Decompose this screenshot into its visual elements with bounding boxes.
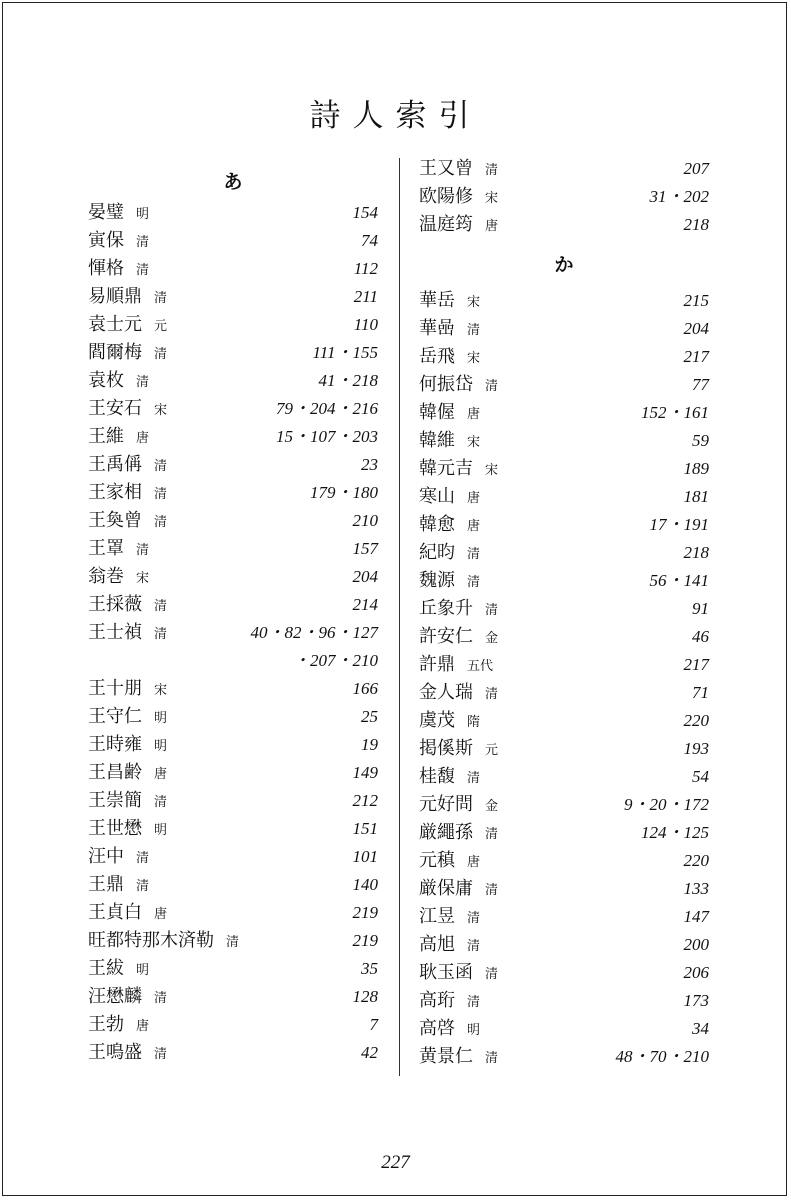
poet-name: 王禹偁 — [88, 454, 142, 475]
poet-name: 汪中 — [88, 846, 124, 867]
page-references: 173 — [683, 991, 709, 1010]
dynasty-label: 元 — [154, 319, 168, 334]
poet-name: 華岳 — [419, 290, 455, 311]
poet-name: 韓愈 — [419, 514, 455, 535]
dynasty-label: 清 — [467, 911, 481, 926]
dynasty-label: 唐 — [467, 491, 481, 506]
dynasty-label: 元 — [485, 743, 499, 758]
page-references: 110 — [353, 315, 378, 334]
dynasty-label: 清 — [485, 967, 499, 982]
poet-name: 袁士元 — [88, 314, 142, 335]
page-references: 15・107・203 — [276, 427, 378, 446]
dynasty-label: 唐 — [154, 907, 168, 922]
index-entry — [88, 731, 378, 759]
poet-name: 紀昀 — [419, 542, 455, 563]
poet-name: 虞茂 — [419, 710, 455, 731]
dynasty-label: 宋 — [467, 351, 481, 366]
page-references: 218 — [683, 215, 709, 234]
index-entry — [88, 843, 378, 871]
poet-name: 温庭筠 — [419, 214, 473, 235]
page-references: 46 — [692, 627, 709, 646]
page-references: 91 — [692, 599, 709, 618]
index-entry — [419, 183, 709, 211]
dynasty-label: 清 — [485, 603, 499, 618]
dynasty-label: 明 — [136, 963, 150, 978]
index-entry — [419, 707, 709, 735]
page-references: 71 — [692, 683, 709, 702]
poet-name: 王守仁 — [88, 706, 142, 727]
dynasty-label: 唐 — [467, 855, 481, 870]
index-entry — [88, 451, 378, 479]
page-references: 204 — [352, 567, 378, 586]
page-references: 210 — [352, 511, 378, 530]
poet-name: 王勃 — [88, 1014, 124, 1035]
poet-name: 岳飛 — [419, 346, 455, 367]
poet-name: 掲傒斯 — [419, 738, 473, 759]
page-references: 166 — [352, 679, 378, 698]
page-references: 128 — [352, 987, 378, 1006]
page-references: 220 — [683, 851, 709, 870]
poet-name: 王家相 — [88, 482, 142, 503]
index-entry — [88, 591, 378, 619]
page-references: 41・218 — [318, 371, 378, 390]
page-references: 101 — [352, 847, 378, 866]
page-references: 79・204・216 — [276, 399, 378, 418]
page-references: ・207・210 — [293, 651, 378, 670]
index-entries-continued — [419, 155, 709, 239]
poet-name: 厳保庸 — [419, 878, 473, 899]
dynasty-label: 宋 — [485, 463, 499, 478]
index-entry — [419, 959, 709, 987]
index-entry — [419, 343, 709, 371]
index-entry — [419, 819, 709, 847]
poet-name: 汪懋麟 — [88, 986, 142, 1007]
poet-name: 元稹 — [419, 850, 455, 871]
index-entry — [419, 399, 709, 427]
index-entry — [88, 927, 378, 955]
dynasty-label: 清 — [154, 459, 168, 474]
dynasty-label: 隋 — [467, 715, 481, 730]
page-references: 149 — [352, 763, 378, 782]
index-entry-continuation — [88, 647, 378, 675]
page-references: 7 — [369, 1015, 378, 1034]
page-references: 111・155 — [312, 343, 378, 362]
page-references: 181 — [683, 487, 709, 506]
section-heading-a: あ — [223, 171, 243, 193]
poet-name: 易順鼎 — [88, 286, 142, 307]
poet-name: 王貞白 — [88, 902, 142, 923]
poet-name: 惲格 — [88, 258, 124, 279]
dynasty-label: 明 — [154, 823, 168, 838]
page-references: 19 — [361, 735, 378, 754]
poet-name: 王崇簡 — [88, 790, 142, 811]
page-references: 220 — [683, 711, 709, 730]
page-references: 9・20・172 — [624, 795, 709, 814]
dynasty-label: 明 — [467, 1023, 481, 1038]
poet-name: 袁枚 — [88, 370, 124, 391]
column-divider — [399, 158, 400, 1076]
page-references: 217 — [683, 347, 709, 366]
index-entry — [419, 595, 709, 623]
index-entry — [88, 983, 378, 1011]
poet-name: 丘象升 — [419, 598, 473, 619]
index-entry — [419, 483, 709, 511]
index-entry — [88, 955, 378, 983]
dynasty-label: 清 — [154, 795, 168, 810]
dynasty-label: 清 — [154, 347, 168, 362]
dynasty-label: 明 — [136, 207, 150, 222]
index-entry — [419, 931, 709, 959]
poet-name: 王士禎 — [88, 622, 142, 643]
index-entry — [419, 427, 709, 455]
index-entry — [419, 875, 709, 903]
index-entry — [88, 703, 378, 731]
page-references: 219 — [352, 931, 378, 950]
poet-name: 桂馥 — [419, 766, 455, 787]
poet-name: 元好問 — [419, 794, 473, 815]
page-references: 211 — [353, 287, 378, 306]
poet-name: 魏源 — [419, 570, 455, 591]
dynasty-label: 清 — [136, 375, 150, 390]
page-references: 154 — [352, 203, 378, 222]
poet-name: 王鼎 — [88, 874, 124, 895]
dynasty-label: 清 — [485, 1051, 499, 1066]
poet-name: 韓偓 — [419, 402, 455, 423]
page-references: 204 — [683, 319, 709, 338]
index-entry — [88, 787, 378, 815]
page-references: 157 — [352, 539, 378, 558]
dynasty-label: 宋 — [467, 435, 481, 450]
dynasty-label: 清 — [154, 291, 168, 306]
index-entry — [88, 311, 378, 339]
page-references: 124・125 — [641, 823, 709, 842]
page-references: 35 — [361, 959, 378, 978]
index-entry — [88, 1039, 378, 1067]
dynasty-label: 清 — [467, 575, 481, 590]
page-references: 31・202 — [649, 187, 709, 206]
page-references: 215 — [683, 291, 709, 310]
poet-name: 王安石 — [88, 398, 142, 419]
poet-name: 欧陽修 — [419, 186, 473, 207]
dynasty-label: 明 — [154, 739, 168, 754]
poet-name: 翁巻 — [88, 566, 124, 587]
dynasty-label: 唐 — [136, 431, 150, 446]
index-entry — [88, 759, 378, 787]
index-entry — [88, 367, 378, 395]
page-references: 152・161 — [641, 403, 709, 422]
index-entry — [419, 315, 709, 343]
index-entry — [88, 675, 378, 703]
dynasty-label: 清 — [136, 235, 150, 250]
page-references: 147 — [683, 907, 709, 926]
index-entry — [419, 791, 709, 819]
index-column-left — [88, 165, 378, 1067]
poet-name: 江昱 — [419, 906, 455, 927]
page-references: 207 — [683, 159, 709, 178]
dynasty-label: 清 — [467, 771, 481, 786]
poet-name: 王又曾 — [419, 158, 473, 179]
page-references: 140 — [352, 875, 378, 894]
page-references: 77 — [692, 375, 709, 394]
poet-name: 許鼎 — [419, 654, 455, 675]
index-entry — [88, 507, 378, 535]
index-entry — [419, 287, 709, 315]
index-entry — [88, 423, 378, 451]
page-number: 227 — [381, 1152, 410, 1173]
page-references: 189 — [683, 459, 709, 478]
index-entry — [419, 371, 709, 399]
dynasty-label: 金 — [485, 631, 499, 646]
index-entry — [88, 395, 378, 423]
index-entry — [88, 255, 378, 283]
poet-name: 王世懋 — [88, 818, 142, 839]
dynasty-label: 宋 — [154, 403, 168, 418]
dynasty-label: 清 — [154, 599, 168, 614]
dynasty-label: 清 — [154, 515, 168, 530]
poet-name: 王十朋 — [88, 678, 142, 699]
index-entry — [419, 455, 709, 483]
page-references: 42 — [361, 1043, 378, 1062]
page-references: 59 — [692, 431, 709, 450]
poet-name: 王罩 — [88, 538, 124, 559]
dynasty-label: 唐 — [467, 407, 481, 422]
poet-name: 王維 — [88, 426, 124, 447]
page-references: 218 — [683, 543, 709, 562]
page-references: 151 — [352, 819, 378, 838]
page-references: 179・180 — [310, 483, 378, 502]
dynasty-label: 唐 — [467, 519, 481, 534]
dynasty-label: 宋 — [485, 191, 499, 206]
page-references: 48・70・210 — [615, 1047, 709, 1066]
poet-name: 韓元吉 — [419, 458, 473, 479]
index-entry — [88, 563, 378, 591]
page-references: 217 — [683, 655, 709, 674]
dynasty-label: 清 — [467, 995, 481, 1010]
index-column-right — [419, 155, 709, 1071]
index-entry — [88, 227, 378, 255]
index-entry — [419, 679, 709, 707]
index-entry — [419, 903, 709, 931]
page-references: 40・82・96・127 — [250, 623, 378, 642]
dynasty-label: 明 — [154, 711, 168, 726]
dynasty-label: 清 — [136, 543, 150, 558]
page-references: 25 — [361, 707, 378, 726]
index-entry — [88, 871, 378, 899]
index-entry — [88, 535, 378, 563]
poet-name: 王時雍 — [88, 734, 142, 755]
index-entry — [419, 211, 709, 239]
dynasty-label: 金 — [485, 799, 499, 814]
poet-name: 華喦 — [419, 318, 455, 339]
section-heading-ka: か — [554, 254, 574, 276]
dynasty-label: 清 — [485, 883, 499, 898]
dynasty-label: 清 — [154, 487, 168, 502]
index-entry — [419, 847, 709, 875]
page-references: 133 — [683, 879, 709, 898]
page-references: 112 — [353, 259, 378, 278]
index-entry — [419, 735, 709, 763]
poet-name: 何振岱 — [419, 374, 473, 395]
dynasty-label: 宋 — [154, 683, 168, 698]
page-references: 193 — [683, 739, 709, 758]
dynasty-label: 五代 — [467, 659, 494, 674]
index-entry — [419, 155, 709, 183]
dynasty-label: 清 — [467, 323, 481, 338]
poet-name: 黄景仁 — [419, 1046, 473, 1067]
dynasty-label: 宋 — [467, 295, 481, 310]
dynasty-label: 清 — [154, 627, 168, 642]
dynasty-label: 清 — [467, 939, 481, 954]
dynasty-label: 清 — [154, 1047, 168, 1062]
index-entry — [88, 1011, 378, 1039]
dynasty-label: 清 — [485, 687, 499, 702]
poet-name: 寅保 — [88, 230, 124, 251]
dynasty-label: 清 — [485, 379, 499, 394]
poet-name: 王採薇 — [88, 594, 142, 615]
page-references: 212 — [352, 791, 378, 810]
index-entry — [88, 815, 378, 843]
page-references: 219 — [352, 903, 378, 922]
page-references: 17・191 — [649, 515, 709, 534]
index-entry — [419, 539, 709, 567]
index-entry — [88, 619, 378, 647]
dynasty-label: 宋 — [136, 571, 150, 586]
poet-name: 許安仁 — [419, 626, 473, 647]
index-entry — [419, 511, 709, 539]
index-entry — [88, 339, 378, 367]
poet-name: 王鳴盛 — [88, 1042, 142, 1063]
poet-name: 王紱 — [88, 958, 124, 979]
poet-name: 王奐曾 — [88, 510, 142, 531]
index-entry — [88, 199, 378, 227]
poet-name: 厳繩孫 — [419, 822, 473, 843]
poet-name: 閻爾梅 — [88, 342, 142, 363]
page-references: 214 — [352, 595, 378, 614]
index-entry — [88, 283, 378, 311]
index-entry — [419, 763, 709, 791]
poet-name: 金人瑞 — [419, 682, 473, 703]
poet-name: 寒山 — [419, 486, 455, 507]
dynasty-label: 清 — [136, 851, 150, 866]
poet-name: 高啓 — [419, 1018, 455, 1039]
dynasty-label: 唐 — [485, 219, 499, 234]
poet-name: 高珩 — [419, 990, 455, 1011]
poet-name: 旺都特那木済勒 — [88, 930, 214, 951]
page-title: 詩人索引 — [309, 98, 482, 134]
poet-name: 王昌齢 — [88, 762, 142, 783]
dynasty-label: 清 — [485, 827, 499, 842]
index-entry — [419, 651, 709, 679]
page-references: 23 — [361, 455, 378, 474]
dynasty-label: 清 — [136, 879, 150, 894]
index-entry — [88, 479, 378, 507]
dynasty-label: 清 — [467, 547, 481, 562]
dynasty-label: 唐 — [136, 1019, 150, 1034]
page-references: 200 — [683, 935, 709, 954]
poet-name: 高旭 — [419, 934, 455, 955]
poet-name: 晏璧 — [88, 202, 124, 223]
index-entry — [419, 1015, 709, 1043]
dynasty-label: 清 — [136, 263, 150, 278]
index-entry — [419, 567, 709, 595]
page-references: 56・141 — [649, 571, 709, 590]
dynasty-label: 清 — [154, 991, 168, 1006]
dynasty-label: 唐 — [154, 767, 168, 782]
poet-name: 耿玉函 — [419, 962, 473, 983]
index-entry — [88, 899, 378, 927]
poet-name: 韓維 — [419, 430, 455, 451]
page-references: 74 — [361, 231, 378, 250]
page-references: 34 — [692, 1019, 709, 1038]
index-entry — [419, 987, 709, 1015]
dynasty-label: 清 — [485, 163, 499, 178]
index-entry — [419, 623, 709, 651]
dynasty-label: 清 — [226, 935, 240, 950]
page-references: 54 — [692, 767, 709, 786]
index-entry — [419, 1043, 709, 1071]
page-references: 206 — [683, 963, 709, 982]
